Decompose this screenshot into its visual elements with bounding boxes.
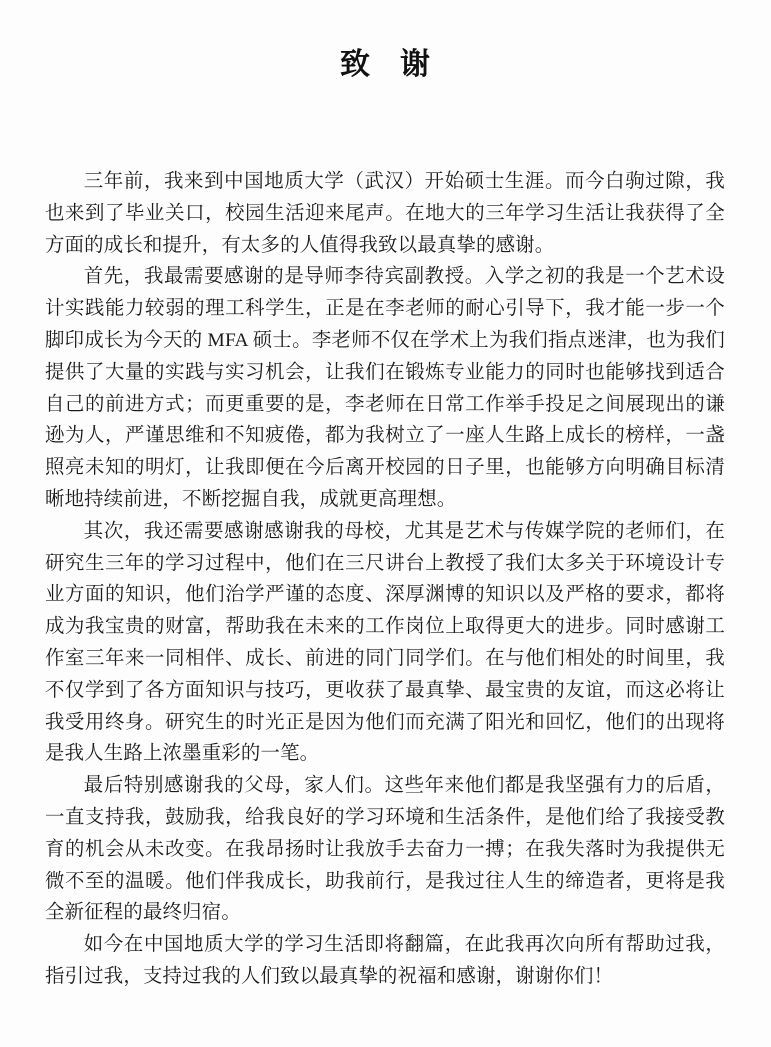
page-title: 致 谢	[340, 48, 430, 81]
paragraph-advisor-thanks: 首先，我最需要感谢的是导师李待宾副教授。入学之初的我是一个艺术设计实践能力较弱的理工科学生，正是在李老师的耐心引导下，我才能一步一个脚印成长为今天的 MFA 硕士。李老师不仅在学术上为我们指点迷津，也为我们提供了大量的实践与实习机会，让我们在锻炼专业能力的同时也能够找到适合自己的前进方式；而更重要的是，李老师在日常工作举手投足之间展现出的谦逊为人，严谨思维和不知疲倦，都为我树立了一座人生路上成长的榜样，一盏照亮未知的明灯，让我即便在今后离开校园的日子里，也能够方向明确目标清晰地持续前进，不断挖掘自我，成就更高理想。	[45, 266, 725, 510]
paragraph-intro: 三年前，我来到中国地质大学（武汉）开始硕士生涯。而今白驹过隙，我也来到了毕业关口，校园生活迎来尾声。在地大的三年学习生活让我获得了全方面的成长和提升，有太多的人值得我致以最真挚的感谢。	[45, 171, 725, 256]
document-body	[45, 166, 725, 993]
paragraph-school-thanks: 其次，我还需要感谢感谢我的母校，尤其是艺术与传媒学院的老师们，在研究生三年的学习过程中，他们在三尺讲台上教授了我们太多关于环境设计专业方面的知识，他们治学严谨的态度、深厚渊博的知识以及严格的要求，都将成为我宝贵的财富，帮助我在未来的工作岗位上取得更大的进步。同时感谢工作室三年来一同相伴、成长、前进的同门同学们。在与他们相处的时间里，我不仅学到了各方面知识与技巧，更收获了最真挚、最宝贵的友谊，而这必将让我受用终身。研究生的时光正是因为他们而充满了阳光和回忆，他们的出现将是我人生路上浓墨重彩的一笔。	[45, 520, 725, 765]
paragraph-closing: 如今在中国地质大学的学习生活即将翻篇，在此我再次向所有帮助过我，指引过我，支持过我的人们致以最真挚的祝福和感谢，谢谢你们！	[45, 934, 725, 987]
paragraph-family-thanks: 最后特别感谢我的父母，家人们。这些年来他们都是我坚强有力的后盾，一直支持我，鼓励我，给我良好的学习环境和生活条件，是他们给了我接受教育的机会从未改变。在我昂扬时让我放手去奋力一搏；在我失落时为我提供无微不至的温暖。他们伴我成长，助我前行，是我过往人生的缔造者，更将是我全新征程的最终归宿。	[45, 775, 725, 924]
